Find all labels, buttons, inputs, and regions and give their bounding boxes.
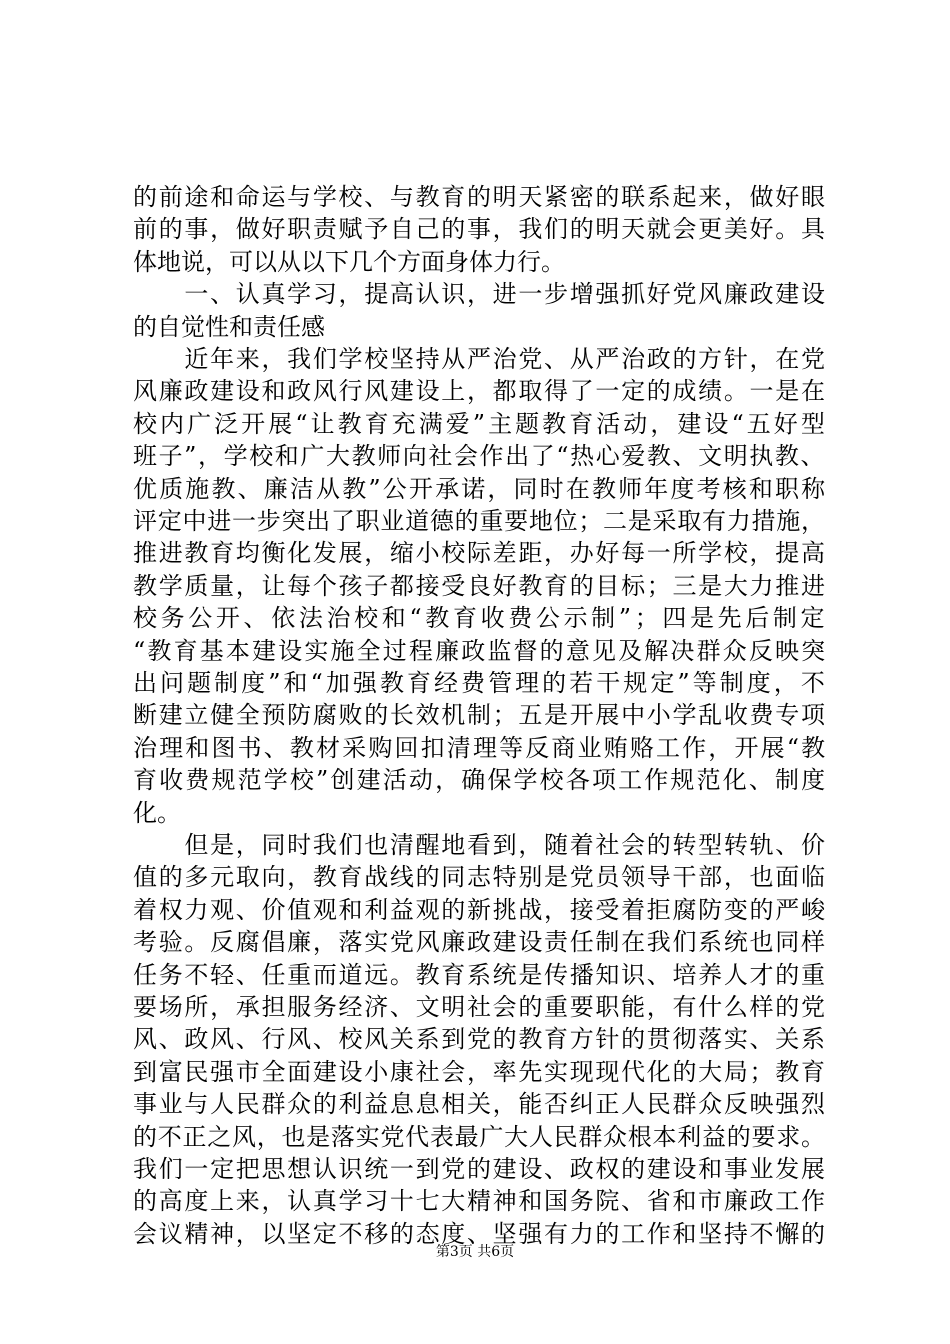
text-line: 校务公开、依法治校和“教育收费公示制”；四是先后制定	[133, 604, 829, 633]
text-line: 治理和图书、教材采购回扣清理等反商业贿赂工作，开展“教	[133, 733, 828, 762]
text-line: 着权力观、价值观和利益观的新挑战，接受着拒腐防变的严峻	[133, 895, 827, 924]
text-line: 任务不轻、任重而道远。教育系统是传播知识、培养人才的重	[133, 960, 827, 989]
text-line: 化。	[133, 798, 181, 827]
text-line: 值的多元取向，教育战线的同志特别是党员领导干部，也面临	[133, 863, 827, 892]
text-line: 教学质量，让每个孩子都接受良好教育的目标；三是大力推进	[133, 571, 827, 600]
text-line: 我们一定把思想认识统一到党的建设、政权的建设和事业发展	[133, 1155, 827, 1183]
text-line: 出问题制度”和“加强教育经费管理的若干规定”等制度，不	[133, 669, 828, 697]
text-line: 班子”，学校和广大教师向社会作出了“热心爱教、文明执教、	[133, 442, 827, 471]
text-line: 要场所，承担服务经济、文明社会的重要职能，有什么样的党	[133, 993, 827, 1021]
text-line: 风、政风、行风、校风关系到党的教育方针的贯彻落实、关系	[133, 1025, 827, 1054]
text-line: 育收费规范学校”创建活动，确保学校各项工作规范化、制度	[133, 766, 828, 795]
text-line: “教育基本建设实施全过程廉政监督的意见及解决群众反映突	[133, 636, 828, 665]
text-line: 前的事，做好职责赋予自己的事，我们的明天就会更美好。具	[133, 215, 827, 244]
text-line: 校内广泛开展“让教育充满爱”主题教育活动，建设“五好型	[133, 409, 828, 438]
page-footer: 第3页 共6页	[435, 1244, 515, 1260]
text-line: 推进教育均衡化发展，缩小校际差距，办好每一所学校，提高	[133, 539, 827, 568]
text-line: 的自觉性和责任感	[133, 312, 325, 341]
text-line: 一、认真学习，提高认识，进一步增强抓好党风廉政建设	[133, 280, 827, 309]
text-line: 优质施教、廉洁从教”公开承诺，同时在教师年度考核和职称	[133, 474, 828, 503]
text-line: 的高度上来，认真学习十七大精神和国务院、省和市廉政工作	[133, 1187, 827, 1216]
text-line: 事业与人民群众的利益息息相关，能否纠正人民群众反映强烈	[133, 1090, 827, 1119]
text-line: 体地说，可以从以下几个方面身体力行。	[133, 247, 565, 276]
text-line: 评定中进一步突出了职业道德的重要地位；二是采取有力措施，	[133, 507, 826, 535]
text-line: 考验。反腐倡廉，落实党风廉政建设责任制在我们系统也同样	[133, 928, 827, 957]
text-line: 断建立健全预防腐败的长效机制；五是开展中小学乱收费专项	[133, 701, 827, 730]
text-line: 但是，同时我们也清醒地看到，随着社会的转型转轨、价	[133, 831, 827, 859]
text-line: 风廉政建设和政风行风建设上，都取得了一定的成绩。一是在	[133, 377, 827, 406]
text-line: 近年来，我们学校坚持从严治党、从严治政的方针，在党	[133, 345, 827, 373]
text-line: 的前途和命运与学校、与教育的明天紧密的联系起来，做好眼	[133, 183, 827, 211]
text-line: 到富民强市全面建设小康社会，率先实现现代化的大局；教育	[133, 1057, 827, 1086]
text-line: 的不正之风，也是落实党代表最广大人民群众根本利益的要求。	[133, 1122, 826, 1151]
text-line: 会议精神，以坚定不移的态度、坚强有力的工作和坚持不懈的	[133, 1219, 827, 1248]
